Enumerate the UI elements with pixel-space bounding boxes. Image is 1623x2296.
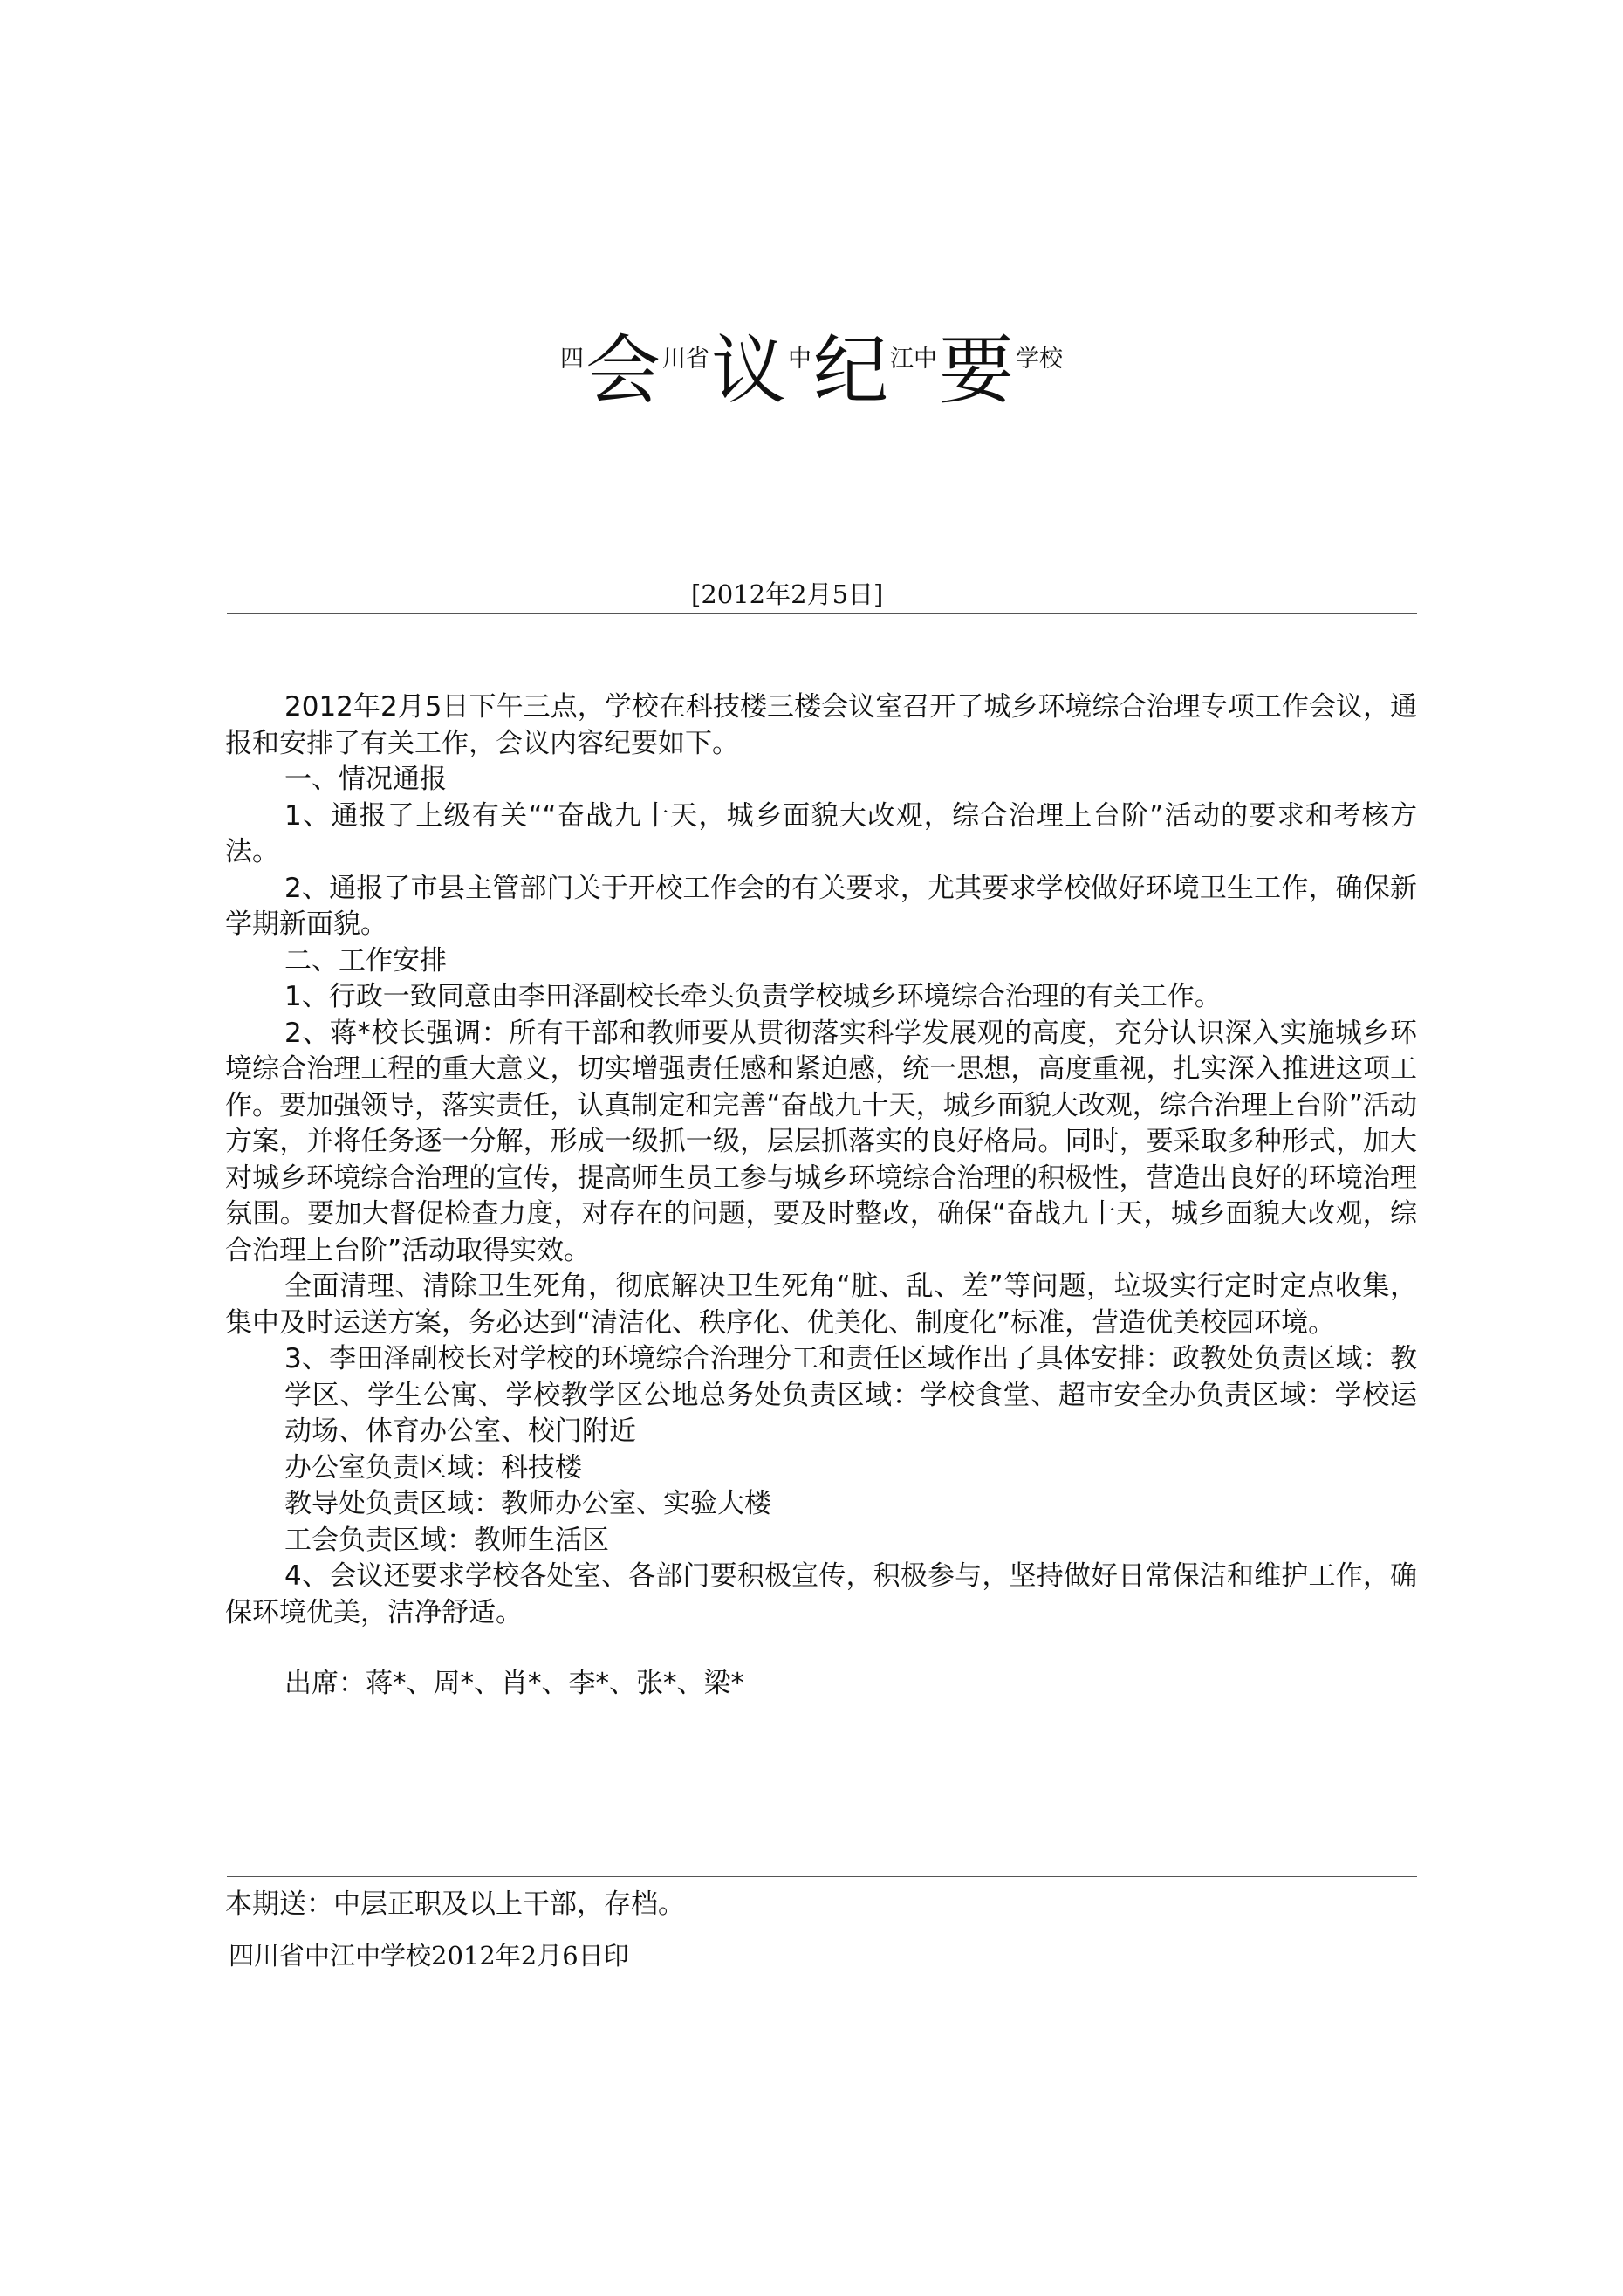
footer-divider xyxy=(227,1876,1417,1877)
document-title xyxy=(0,323,1623,419)
body-paragraph: 1、通报了上级有关““奋战九十天，城乡面貌大改观，综合治理上台阶”活动的要求和考核方法。 xyxy=(225,799,1417,867)
body-paragraph: 2、通报了市县主管部门关于开校工作会的有关要求，尤其要求学校做好环境卫生工作，确保新学期新面貌。 xyxy=(225,872,1417,940)
title-org-segment: 四 xyxy=(560,346,584,373)
header-divider xyxy=(227,613,1417,614)
title-org-segment: 江中 xyxy=(890,346,937,373)
attendees-line: 出席：蒋*、周*、肖*、李*、张*、梁* xyxy=(284,1668,744,1699)
title-org-segment: 中 xyxy=(788,346,812,373)
body-paragraph: 4、会议还要求学校各处室、各部门要积极宣传，积极参与，坚持做好日常保洁和维护工作，确保环境优美，洁净舒适。 xyxy=(225,1560,1417,1628)
body-paragraph: 2、蒋*校长强调：所有干部和教师要从贯彻落实科学发展观的高度，充分认识深入实施城乡环境综合治理工程的重大意义，切实增强责任感和紧迫感，统一思想，高度重视，扎实深入推进这项工作。要加强领导，落实责任，认真制定和完善“奋战九十天，城乡面貌大改观，综合治理上台阶”活动方案，并将任务逐一分解，形成一级抓一级，层层抓落实的良好格局。同时，要采取多种形式，加大对城乡环境综合治理的宣传，提高师生员工参与城乡环境综合治理的积极性，营造出良好的环境治理氛围。要加大督促检查力度，对存在的问题，要及时整改，确保“奋战九十天，城乡面貌大改观，综合治理上台阶”活动取得实效。 xyxy=(225,1017,1417,1266)
intro-paragraph: 2012年2月5日下午三点，学校在科技楼三楼会议室召开了城乡环境综合治理专项工作会议，通报和安排了有关工作，会议内容纪要如下。 xyxy=(225,691,1417,759)
title-char: 纪 xyxy=(813,327,888,415)
distribution-line: 本期送：中层正职及以上干部，存档。 xyxy=(225,1888,685,1920)
title-char: 议 xyxy=(711,327,786,415)
title-org-segment: 川省 xyxy=(662,346,709,373)
body-paragraph: 工会负责区域：教师生活区 xyxy=(284,1524,609,1556)
title-org-segment: 学校 xyxy=(1016,346,1063,373)
body-paragraph: 办公室负责区域：科技楼 xyxy=(284,1451,582,1484)
section-heading: 二、工作安排 xyxy=(284,944,447,977)
body-paragraph: 教导处负责区域：教师办公室、实验大楼 xyxy=(284,1488,771,1519)
body-paragraph: 全面清理、清除卫生死角，彻底解决卫生死角“脏、乱、差”等问题，垃圾实行定时定点收集，集中及时运送方案，务必达到“清洁化、秩序化、优美化、制度化”标准，营造优美校园环境。 xyxy=(225,1271,1417,1339)
body-paragraph: 3、李田泽副校长对学校的环境综合治理分工和责任区域作出了具体安排：政教处负责区域：教学区、学生公寓、学校教学区公地总务处负责区域：学校食堂、超市安全办负责区域：学校运动场、体育办公室、校门附近 xyxy=(284,1343,1417,1447)
title-char: 要 xyxy=(939,327,1014,415)
meeting-date: [2012年2月5日] xyxy=(691,579,884,609)
body-paragraph: 1、行政一致同意由李田泽副校长牵头负责学校城乡环境综合治理的有关工作。 xyxy=(284,981,1222,1012)
section-heading: 一、情况通报 xyxy=(284,764,447,795)
printed-by-line: 四川省中江中学校2012年2月6日印 xyxy=(229,1941,629,1970)
document-body xyxy=(225,689,1417,1703)
title-char: 会 xyxy=(586,327,661,415)
